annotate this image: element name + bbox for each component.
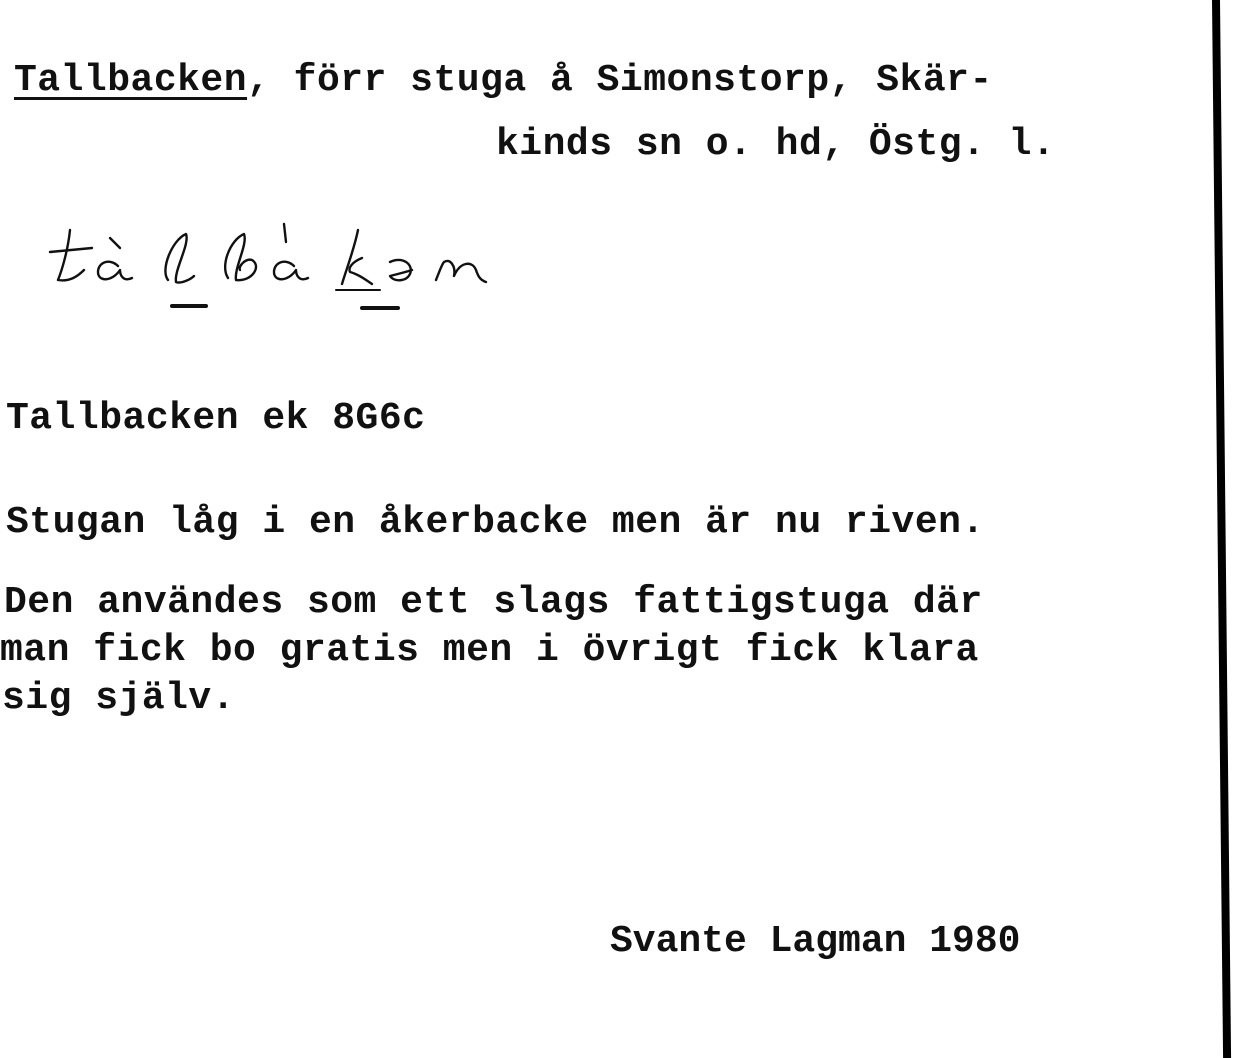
header-line-1 xyxy=(14,59,993,102)
body-line-4: sig själv. xyxy=(2,677,236,720)
body-line-3: man fick bo gratis men i övrigt fick klara xyxy=(0,629,979,672)
map-reference: Tallbacken ek 8G6c xyxy=(6,397,426,440)
phonetic-transcription-handwriting xyxy=(40,210,540,320)
body-line-2: Den användes som ett slags fattigstuga där xyxy=(4,581,983,624)
signature-line: Svante Lagman 1980 xyxy=(610,920,1021,963)
header-line-1-rest: , förr stuga å Simonstorp, Skär- xyxy=(247,59,993,102)
headword: Tallbacken xyxy=(14,59,248,102)
card-edge-line xyxy=(1212,0,1231,1058)
header-line-2: kinds sn o. hd, Östg. l. xyxy=(496,123,1056,166)
body-line-1: Stugan låg i en åkerbacke men är nu riven. xyxy=(6,501,985,544)
